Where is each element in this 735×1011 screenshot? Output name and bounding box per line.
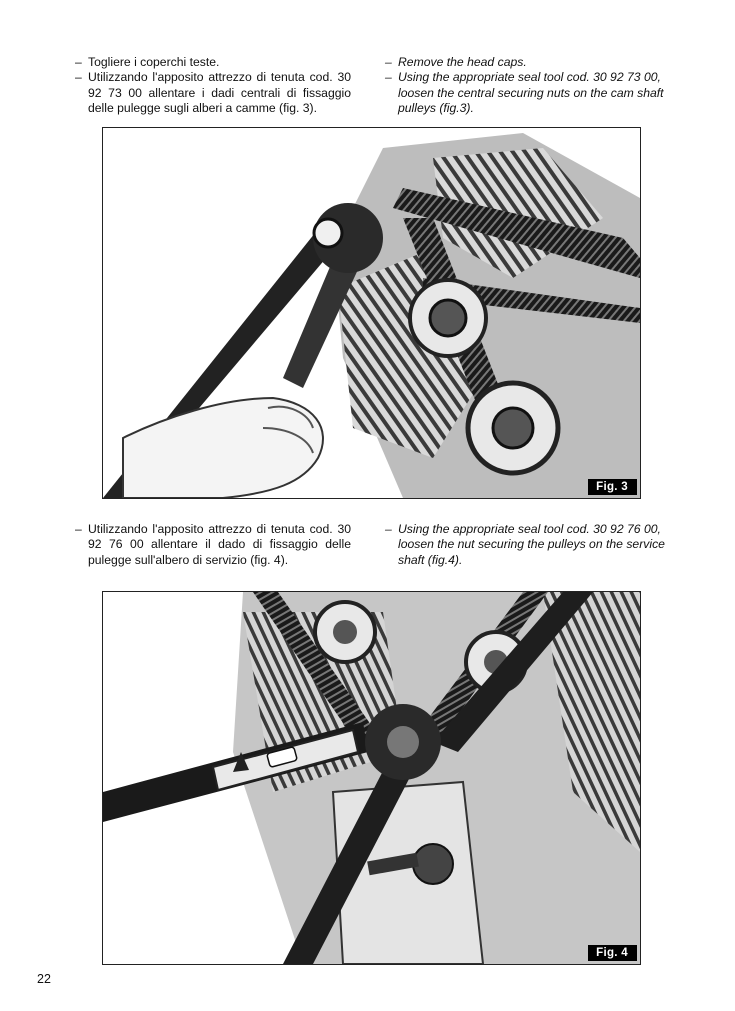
section2-english-text — [385, 522, 670, 568]
list-item: – Utilizzando l'apposito attrezzo di tenuta cod. 30 92 73 00 allentare i dadi centrali di fissaggio delle pulegge sugli alberi a camme (fig. 3). — [75, 70, 351, 116]
figure-4-label: Fig. 4 — [588, 945, 637, 961]
list-item: – Remove the head caps. — [385, 55, 670, 70]
section1-english-text — [385, 55, 670, 117]
list-item: – Using the appropriate seal tool cod. 30 92 73 00, loosen the central securing nuts on the cam shaft pulleys (fig.3). — [385, 70, 670, 116]
section2-italian-text — [75, 522, 351, 568]
service-shaft-torque-wrench-illustration — [103, 592, 640, 964]
engine-camshaft-wrench-illustration — [103, 128, 640, 498]
page-number: 22 — [37, 972, 51, 986]
figure-4-photo — [102, 591, 641, 965]
list-item: – Using the appropriate seal tool cod. 30 92 76 00, loosen the nut securing the pulleys on the service shaft (fig.4). — [385, 522, 670, 568]
section1-italian-text — [75, 55, 351, 117]
figure-3-label: Fig. 3 — [588, 479, 637, 495]
figure-3-photo — [102, 127, 641, 499]
list-item: – Togliere i coperchi teste. — [75, 55, 351, 70]
list-item: – Utilizzando l'apposito attrezzo di tenuta cod. 30 92 76 00 allentare il dado di fissaggio delle pulegge sull'albero di servizio (fig. 4). — [75, 522, 351, 568]
